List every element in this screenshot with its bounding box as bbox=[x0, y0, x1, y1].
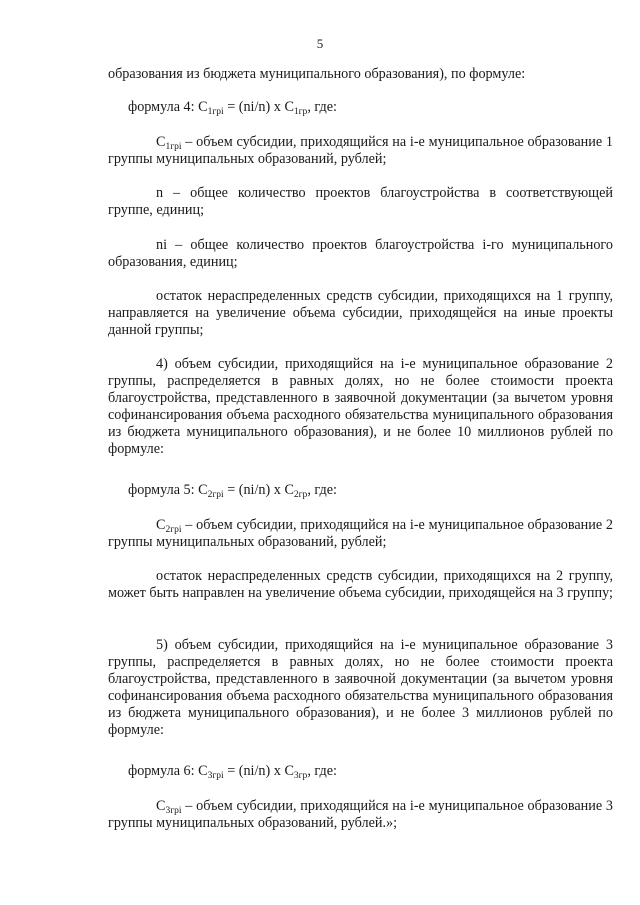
definition-c2 bbox=[108, 517, 613, 551]
paragraph-item-4 bbox=[108, 356, 613, 458]
definition-c1 bbox=[108, 134, 613, 168]
formula-subscript: 3гр bbox=[293, 771, 308, 781]
definition-ni bbox=[108, 237, 613, 271]
formula-body: = (ni/n) x C bbox=[223, 99, 294, 115]
symbol-subscript: 2грi bbox=[165, 525, 182, 535]
formula-subscript: 1гр bbox=[293, 107, 308, 117]
definition-text: – объем субсидии, приходящийся на i-е муниципальное образование 3 группы муниципальных образований, рублей.»; bbox=[108, 798, 614, 831]
page-number: 5 bbox=[316, 36, 324, 51]
symbol-subscript: 1грi bbox=[165, 142, 182, 152]
definition-text: ni – общее количество проектов благоустройства i-го муниципального образования, единиц; bbox=[108, 237, 613, 270]
formula-4 bbox=[108, 99, 613, 116]
paragraph-continuation bbox=[108, 66, 613, 83]
formula-subscript: 2гр bbox=[293, 490, 308, 500]
paragraph-text: остаток нераспределенных средств субсидии, приходящихся на 1 группу, направляется на увеличение объема субсидии, приходящейся на иные проекты данной группы; bbox=[108, 288, 613, 338]
definition-n bbox=[108, 185, 613, 219]
formula-subscript: 2грi bbox=[207, 490, 224, 500]
formula-subscript: 1грi bbox=[207, 107, 224, 117]
paragraph-text: образования из бюджета муниципального образования), по формуле: bbox=[108, 66, 526, 82]
paragraph-remainder-2 bbox=[108, 568, 613, 602]
symbol-base: C bbox=[156, 134, 166, 150]
formula-6 bbox=[108, 763, 613, 780]
formula-tail: , где: bbox=[307, 763, 337, 779]
formula-label: формула 5: C bbox=[128, 482, 208, 498]
paragraph-item-5 bbox=[108, 637, 613, 739]
symbol-base: C bbox=[156, 517, 166, 533]
formula-body: = (ni/n) x C bbox=[223, 763, 294, 779]
formula-5 bbox=[108, 482, 613, 499]
formula-tail: , где: bbox=[307, 99, 337, 115]
definition-text: – объем субсидии, приходящийся на i-е муниципальное образование 1 группы муниципальных образований, рублей; bbox=[108, 134, 614, 167]
formula-subscript: 3грi bbox=[207, 771, 224, 781]
paragraph-text: 4) объем субсидии, приходящийся на i-е муниципальное образование 2 группы, распределяется в равных долях, но не более стоимости проекта благоустройства, представленного в заявочной документации (за вычетом уровня софинансирования объема расходного обязательства муниципального образования из бюджета муниципального образования), и не более 10 миллионов рублей по формуле: bbox=[108, 356, 613, 457]
formula-label: формула 4: C bbox=[128, 99, 208, 115]
formula-tail: , где: bbox=[307, 482, 337, 498]
paragraph-remainder-1 bbox=[108, 288, 613, 339]
definition-c3 bbox=[108, 798, 613, 832]
symbol-base: C bbox=[156, 798, 166, 814]
formula-body: = (ni/n) x C bbox=[223, 482, 294, 498]
paragraph-text: остаток нераспределенных средств субсидии, приходящихся на 2 группу, может быть направлен на увеличение объема субсидии, приходящейся на 3 группу; bbox=[108, 568, 613, 601]
definition-text: – объем субсидии, приходящийся на i-е муниципальное образование 2 группы муниципальных образований, рублей; bbox=[108, 517, 614, 550]
symbol-subscript: 3грi bbox=[165, 806, 182, 816]
formula-label: формула 6: C bbox=[128, 763, 208, 779]
paragraph-text: 5) объем субсидии, приходящийся на i-е муниципальное образование 3 группы, распределяется в равных долях, но не более стоимости проекта благоустройства, представленного в заявочной документации (за вычетом уровня софинансирования объема расходного обязательства муниципального образования из бюджета муниципального образования), и не более 3 миллионов рублей по формуле: bbox=[108, 637, 613, 738]
definition-text: n – общее количество проектов благоустройства в соответствующей группе, единиц; bbox=[108, 185, 613, 218]
